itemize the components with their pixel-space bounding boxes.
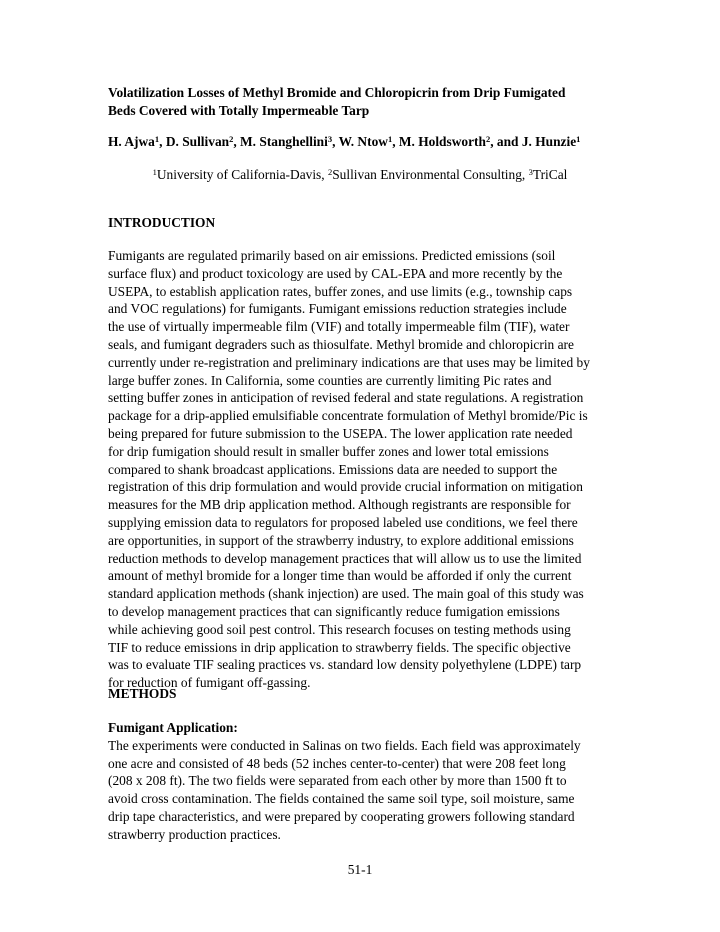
text-line: and VOC regulations) for fumigants. Fumigant emissions reduction strategies include (108, 301, 567, 317)
text-line: surface flux) and product toxicology are used by CAL-EPA and more recently by the (108, 265, 563, 281)
author-separator: , (159, 134, 166, 149)
text-line: one acre and consisted of 48 beds (52 inches center-to-center) that were 208 feet long (108, 755, 566, 771)
text-line: large buffer zones. In California, some counties are currently limiting Pic rates and (108, 372, 552, 388)
text-line: The experiments were conducted in Salinas on two fields. Each field was approximately (108, 737, 581, 753)
text-line: Fumigants are regulated primarily based on air emissions. Predicted emissions (soil (108, 248, 556, 263)
author-separator: , (392, 134, 399, 149)
text-line: measures for the MB drip application method. Although registrants are responsible for (108, 497, 571, 513)
author-name: J. Hunzie (521, 134, 577, 149)
author-affiliation-mark: 1 (154, 134, 160, 144)
text-line: setting buffer zones in anticipation of revised federal and state regulations. A registration (108, 390, 584, 406)
affiliation-mark: 1 (152, 167, 157, 177)
author-name: M. Holdsworth (398, 134, 486, 149)
text-line: avoid cross contamination. The fields contained the same soil type, soil moisture, same (108, 791, 575, 807)
affiliation-separator: , (321, 167, 328, 182)
text-line: seals, and fumigant degraders such as thiosulfate. Methyl bromide and chloropicrin are (108, 336, 574, 352)
text-line: standard application methods (shank injection) are used. The main goal of this study was (108, 586, 584, 602)
text-line: are opportunities, in support of the strawberry industry, to explore additional emissions (108, 532, 574, 548)
text-line: package for a drip-applied emulsifiable concentrate formulation of Methyl bromide/Pic is (108, 408, 588, 424)
text-line: strawberry production practices. (108, 826, 281, 842)
paper-title (108, 84, 628, 120)
title-line: Volatilization Losses of Methyl Bromide and Chloropicrin from Drip Fumigated (108, 85, 566, 100)
text-line: the use of virtually impermeable film (VIF) and totally impermeable film (TIF), water (108, 319, 570, 335)
text-line: reduction methods to develop management practices that will allow us to use the limited (108, 550, 582, 566)
methods-heading: METHODS (108, 686, 177, 701)
affiliation-name: Sullivan Environmental Consulting (332, 167, 522, 182)
text-line: for reduction of fumigant off-gassing. (108, 675, 311, 691)
author-name: M. Stanghellini (240, 134, 328, 149)
text-line: while achieving good soil pest control. This research focuses on testing methods using (108, 621, 571, 637)
text-line: (208 x 208 ft). The two fields were separated from each other by more than 1500 ft to (108, 773, 567, 789)
fumigant-application-subheading: Fumigant Application: (108, 720, 238, 735)
affiliation-mark: 2 (327, 167, 333, 177)
text-line: amount of methyl bromide for a longer time than would be afforded if only the current (108, 568, 572, 584)
introduction-heading: INTRODUCTION (108, 215, 216, 230)
author-affiliation-mark: 1 (387, 134, 393, 144)
text-line: registration of this drip formulation and would provide crucial information on mitigation (108, 479, 583, 495)
author-separator: , (233, 134, 241, 149)
methods-paragraph (108, 719, 616, 844)
text-line: supplying emission data to regulators for proposed labeled use conditions, we feel there (108, 514, 578, 530)
text-line: to develop management practices that can significantly reduce fumigation emissions (108, 603, 560, 619)
author-separator: , and (490, 134, 522, 149)
author-affiliation-mark: 2 (485, 134, 491, 144)
text-line: was to evaluate TIF sealing practices vs. standard low density polyethylene (LDPE) tarp (108, 657, 582, 673)
text-line: for drip fumigation should result in smaller buffer zones and lower total emissions (108, 443, 549, 459)
text-line: compared to shank broadcast applications. Emissions data are needed to support the (108, 461, 558, 477)
affiliation-name: University of California-Davis (156, 167, 322, 182)
text-line: TIF to reduce emissions in drip application to strawberry fields. The specific objective (108, 639, 571, 655)
author-affiliation-mark: 1 (576, 134, 581, 144)
introduction-paragraph (108, 247, 616, 692)
page-number: 51-1 (347, 862, 373, 877)
author-list (108, 133, 628, 151)
author-name: W. Ntow (338, 134, 388, 149)
affiliation-list (108, 166, 612, 184)
affiliation-separator: , (521, 167, 529, 182)
author-affiliation-mark: 2 (229, 134, 234, 144)
affiliation-mark: 3 (528, 167, 533, 177)
text-line: USEPA, to establish application rates, buffer zones, and use limits (e.g., township caps (108, 283, 573, 299)
author-name: H. Ajwa (108, 134, 155, 149)
author-affiliation-mark: 3 (327, 134, 333, 144)
affiliation-name: TriCal (532, 167, 568, 182)
title-line: Beds Covered with Totally Impermeable Tarp (108, 103, 370, 118)
text-line: currently under re-registration and preliminary indications are that uses may be limited by (108, 354, 590, 370)
author-name: D. Sullivan (165, 134, 230, 149)
text-line: being prepared for future submission to the USEPA. The lower application rate needed (108, 425, 573, 441)
text-line: drip tape characteristics, and were prepared by cooperating growers following standard (108, 808, 575, 824)
author-separator: , (332, 134, 339, 149)
